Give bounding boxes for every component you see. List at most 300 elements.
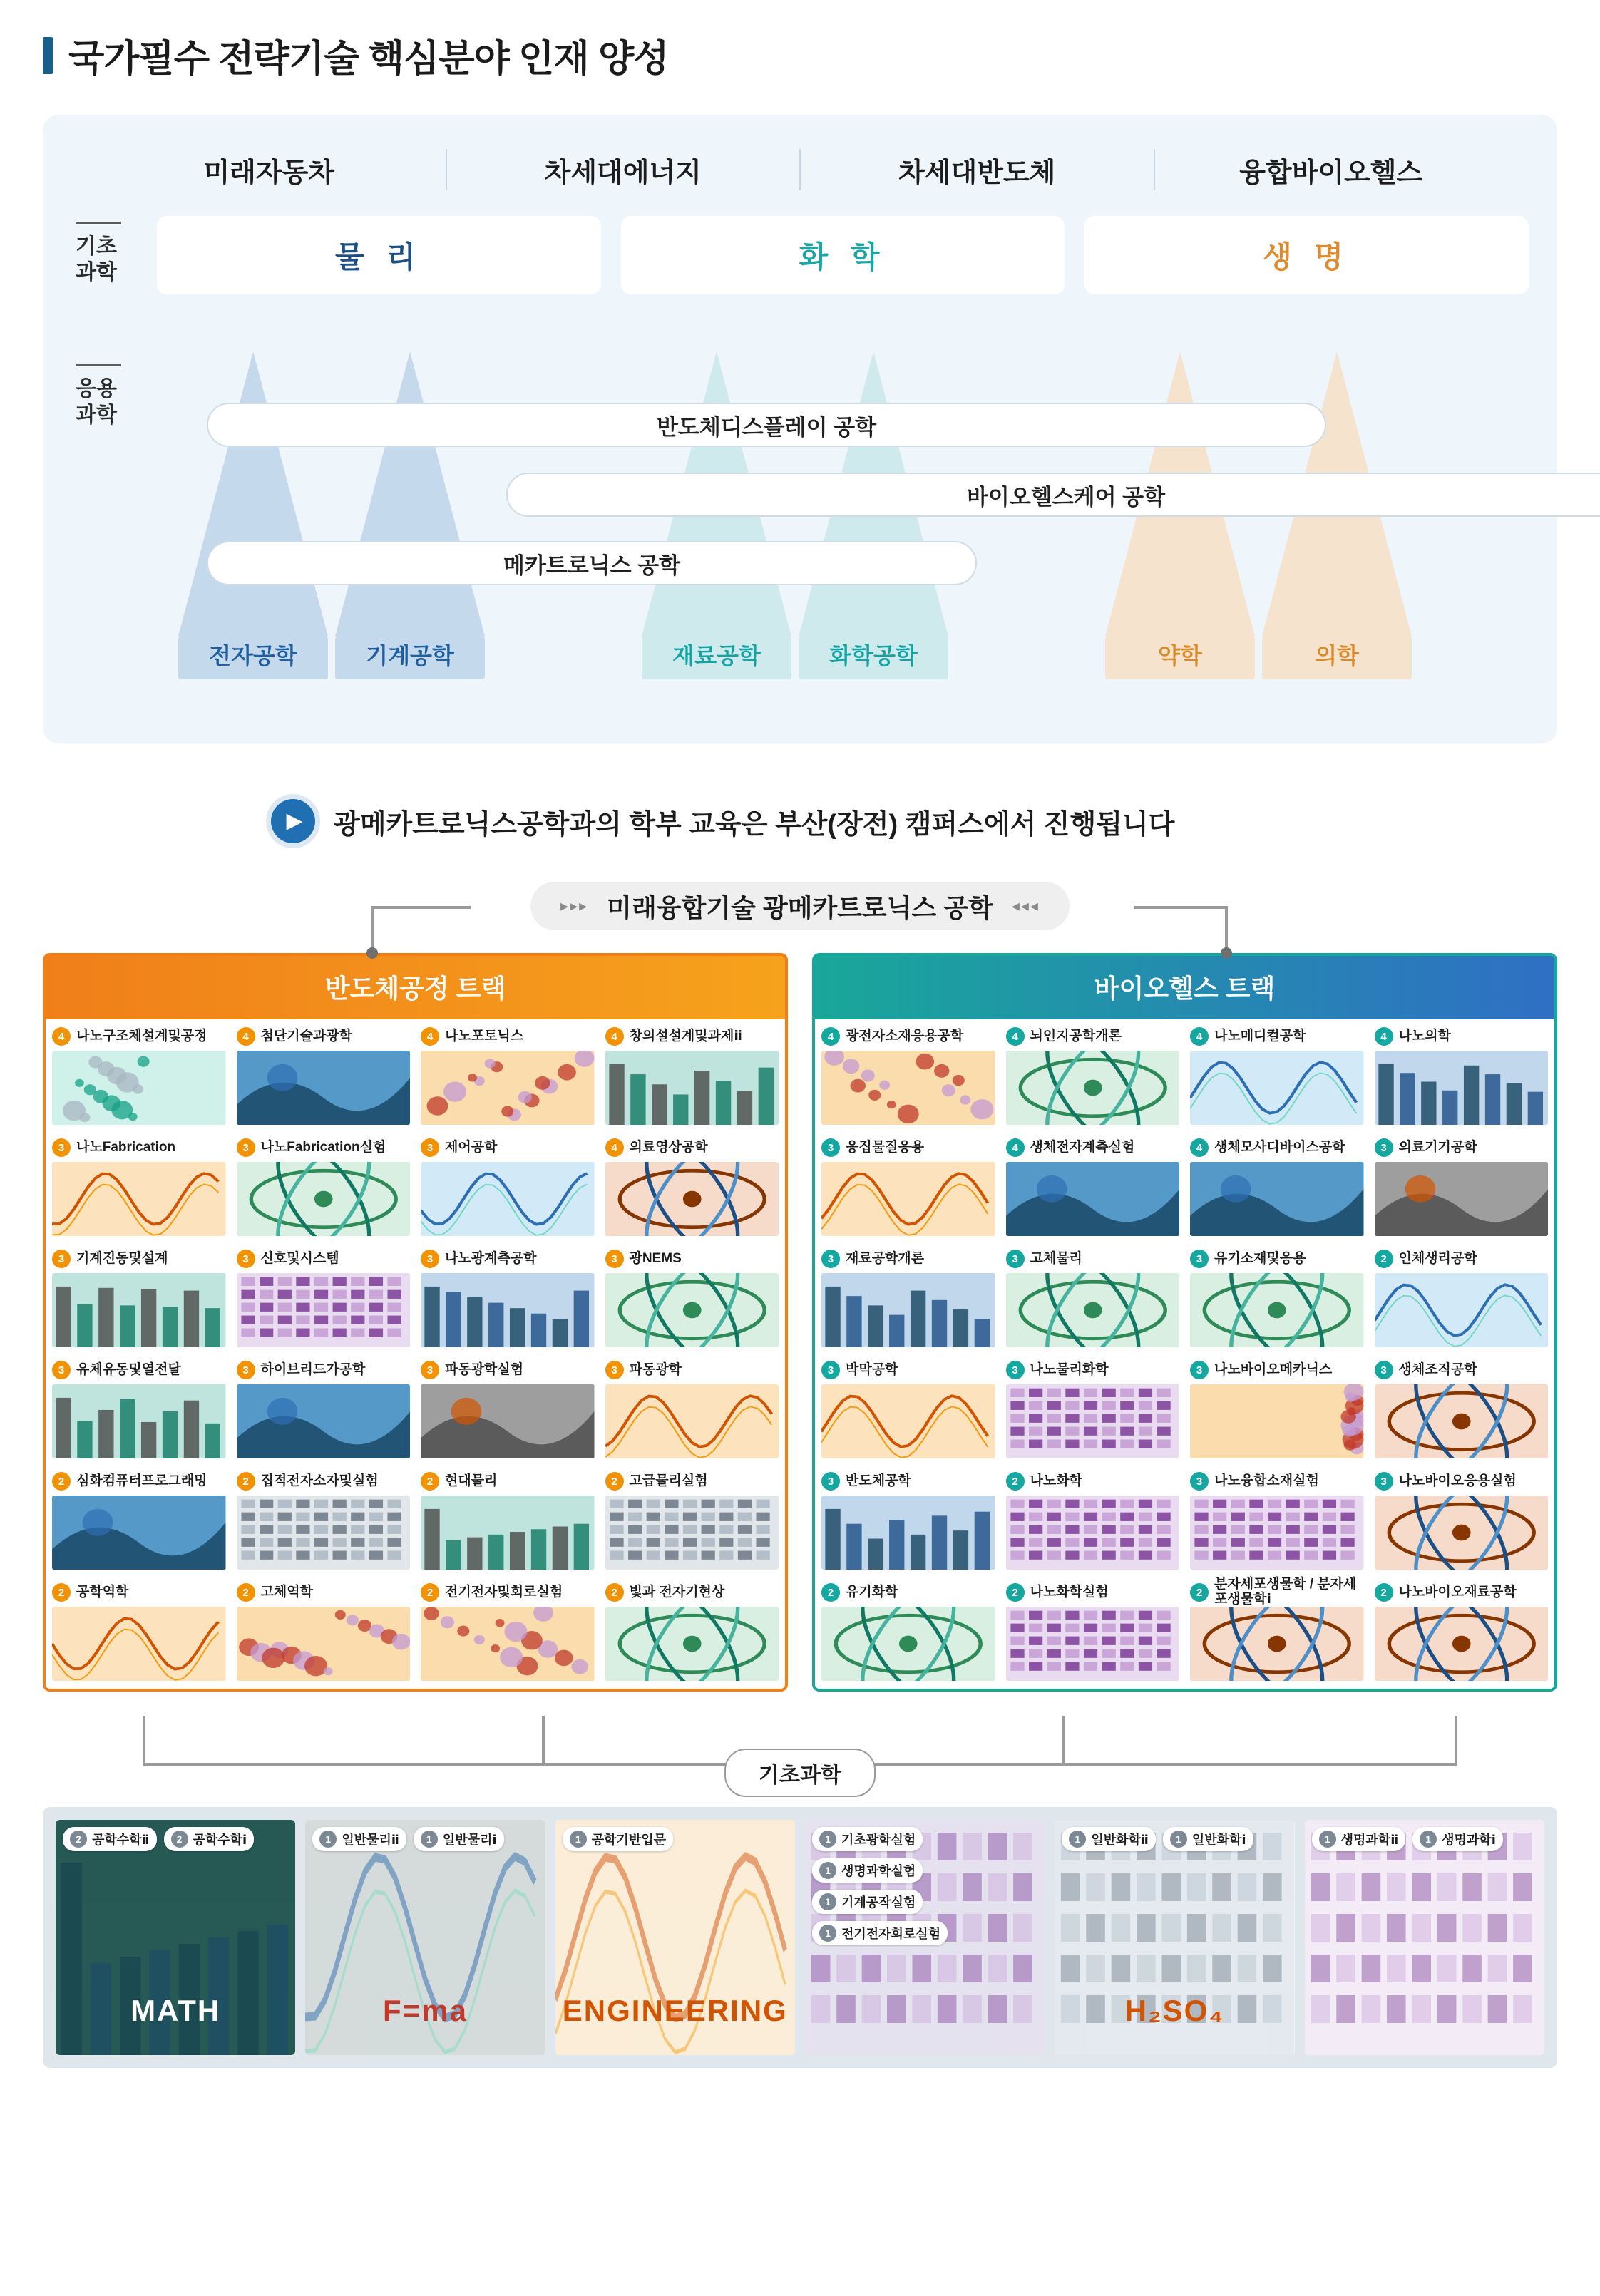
course-tag-label: 일반화학ⅱ: [1091, 1833, 1149, 1847]
course-cell[interactable]: [416, 1244, 599, 1353]
course-cell[interactable]: [601, 1355, 784, 1464]
course-name: 유체유동및열전달: [76, 1361, 181, 1377]
course-name: 현대물리: [445, 1473, 498, 1488]
course-header: [237, 1248, 411, 1270]
course-header: [605, 1582, 779, 1603]
course-credit-badge: 4: [605, 1138, 624, 1157]
course-thumbnail: [1006, 1051, 1180, 1125]
title-accent-bar: [43, 37, 53, 74]
course-tag: [812, 1858, 923, 1883]
course-thumbnail: [52, 1162, 226, 1236]
course-header: [237, 1026, 411, 1047]
connector-right-vertical: [1225, 906, 1228, 953]
major-label-electronics: 전자공학: [209, 643, 297, 669]
course-name: 생체전자계측실험: [1030, 1139, 1135, 1155]
course-header: [1190, 1137, 1364, 1158]
field-item: 융합바이오헬스: [1239, 158, 1423, 188]
card-artwork: [1305, 1820, 1544, 2055]
course-credit-badge: 3: [605, 1250, 624, 1268]
course-credit-badge: 2: [821, 1583, 840, 1602]
connector-left-dot: [366, 947, 378, 959]
row-labels: [71, 216, 157, 708]
course-header: [1190, 1577, 1364, 1607]
course-cell[interactable]: [817, 1466, 1000, 1575]
course-thumbnail: [52, 1384, 226, 1458]
course-name: 반도체공학: [846, 1473, 911, 1488]
course-credit-badge: 3: [52, 1138, 71, 1157]
course-cell[interactable]: [48, 1021, 230, 1131]
course-credit-badge: 3: [237, 1250, 255, 1268]
course-credit-badge: 1: [421, 1831, 438, 1848]
course-header: [421, 1026, 595, 1047]
course-credit-badge: 4: [1006, 1138, 1025, 1157]
connector-left-horizontal: [371, 906, 471, 909]
bs-connector-4: [1455, 1716, 1457, 1763]
columns-area: [157, 216, 1529, 708]
course-credit-badge: 2: [1375, 1250, 1393, 1268]
row-label-applied: [76, 364, 121, 428]
course-name: 고체역학: [260, 1584, 313, 1600]
course-header: [1006, 1137, 1180, 1158]
course-header: [237, 1582, 411, 1603]
course-cell[interactable]: [601, 1466, 784, 1575]
course-header: [1190, 1248, 1364, 1270]
major-label-chemical: 화학공학: [829, 643, 918, 669]
triangle-mechanical: [335, 351, 485, 637]
course-credit-badge: 1: [319, 1831, 337, 1848]
course-credit-badge: 2: [70, 1831, 87, 1848]
course-cell[interactable]: [232, 1355, 415, 1464]
course-cell[interactable]: [1002, 1355, 1184, 1464]
course-cell[interactable]: [1370, 1466, 1553, 1575]
row-label-applied-line1: 응용: [76, 377, 117, 401]
course-cell[interactable]: [817, 1577, 1000, 1687]
course-credit-badge: 3: [821, 1472, 840, 1491]
course-thumbnail: [821, 1162, 995, 1236]
course-cell[interactable]: [416, 1466, 599, 1575]
course-cell[interactable]: [817, 1021, 1000, 1131]
course-name: 나노Fabrication: [76, 1139, 176, 1155]
course-header: [1375, 1359, 1549, 1381]
basic-science-connector-area: [0, 1716, 1600, 1801]
course-header: [1375, 1137, 1549, 1158]
track-banner: [530, 882, 1070, 930]
course-thumbnail: [605, 1384, 779, 1458]
course-credit-badge: 4: [1006, 1027, 1025, 1046]
course-thumbnail: [237, 1384, 411, 1458]
lab-card[interactable]: [805, 1820, 1045, 2055]
course-header: [1190, 1471, 1364, 1492]
course-tag-label: 공학기반입문: [591, 1833, 666, 1847]
triangle-electronics: [178, 351, 328, 637]
course-name: 창의설설계및과제ⅱ: [629, 1028, 742, 1044]
course-credit-badge: 3: [605, 1361, 624, 1379]
fields-row: [71, 143, 1529, 190]
course-credit-badge: 3: [1190, 1472, 1209, 1491]
course-credit-badge: 4: [237, 1027, 255, 1046]
course-tag-label: 전기전자회로실험: [841, 1927, 941, 1941]
course-credit-badge: 4: [52, 1027, 71, 1046]
course-credit-badge: 2: [1006, 1472, 1025, 1491]
course-credit-badge: 3: [1006, 1250, 1025, 1268]
course-cell[interactable]: [1186, 1577, 1368, 1687]
course-cell[interactable]: [1186, 1244, 1368, 1353]
field-item: 차세대반도체: [898, 158, 1056, 188]
course-cell[interactable]: [416, 1021, 599, 1131]
course-cell[interactable]: [601, 1577, 784, 1687]
course-credit-badge: 3: [52, 1250, 71, 1268]
course-credit-badge: 1: [819, 1831, 836, 1848]
course-credit-badge: 2: [605, 1472, 624, 1491]
course-tag-label: 기초광학실험: [841, 1833, 916, 1847]
course-thumbnail: [1375, 1607, 1549, 1681]
course-credit-badge: 2: [1375, 1583, 1393, 1602]
course-cell[interactable]: [1186, 1133, 1368, 1242]
course-header: [52, 1026, 226, 1047]
basic-science-courses-strip: [43, 1807, 1557, 2068]
course-name: 분자세포생물학 / 분자세포생물학ⅰ: [1214, 1577, 1357, 1607]
course-thumbnail: [421, 1273, 595, 1347]
pill-mechatronics: 메카트로닉스 공학: [207, 541, 977, 585]
course-thumbnail: [821, 1496, 995, 1570]
course-credit-badge: 3: [1190, 1250, 1209, 1268]
pill-biohealthcare: 바이오헬스케어 공학: [506, 473, 1600, 517]
course-cell[interactable]: [817, 1355, 1000, 1464]
course-name: 재료공학개론: [846, 1250, 925, 1266]
course-thumbnail: [237, 1607, 411, 1681]
strategic-fields-panel: [43, 115, 1557, 743]
course-thumbnail: [821, 1051, 995, 1125]
course-thumbnail: [1006, 1273, 1180, 1347]
course-cell[interactable]: [48, 1466, 230, 1575]
course-header: [237, 1359, 411, 1381]
course-header: [821, 1137, 995, 1158]
course-cell[interactable]: [48, 1133, 230, 1242]
course-tag: [312, 1827, 406, 1851]
course-credit-badge: 2: [421, 1472, 439, 1491]
row-label-basic: [76, 222, 121, 286]
course-header: [1006, 1248, 1180, 1270]
course-cell[interactable]: [1186, 1466, 1368, 1575]
course-header: [52, 1582, 226, 1603]
course-cell[interactable]: [232, 1244, 415, 1353]
course-tag-label: 생명과학실험: [841, 1864, 916, 1878]
course-header: [421, 1471, 595, 1492]
course-credit-badge: 3: [237, 1138, 255, 1157]
course-thumbnail: [1375, 1273, 1549, 1347]
title-text: 국가필수 전략기술 핵심분야 인재 양성: [68, 38, 669, 80]
course-cell[interactable]: [601, 1244, 784, 1353]
course-credit-badge: 4: [821, 1027, 840, 1046]
course-cell[interactable]: [601, 1133, 784, 1242]
course-name: 나노물리화학: [1030, 1361, 1109, 1377]
physics-card[interactable]: [305, 1820, 545, 2055]
course-thumbnail: [605, 1273, 779, 1347]
course-name: 나노의학: [1398, 1028, 1451, 1044]
course-cell[interactable]: [1186, 1355, 1368, 1464]
course-name: 유기화학: [846, 1584, 898, 1600]
course-name: 하이브리드가공학: [260, 1361, 366, 1377]
course-thumbnail: [421, 1384, 595, 1458]
bs-connector-3: [1062, 1716, 1065, 1763]
course-credit-badge: 2: [52, 1583, 71, 1602]
course-header: [605, 1471, 779, 1492]
course-credit-badge: 4: [421, 1027, 439, 1046]
course-header: [52, 1248, 226, 1270]
course-thumbnail: [237, 1162, 411, 1236]
card-caption: ENGINEERING: [562, 1994, 788, 2027]
course-tag: [563, 1827, 673, 1851]
bs-connector-1: [143, 1716, 145, 1763]
row-label-basic-line1: 기초: [76, 235, 117, 258]
course-header: [421, 1359, 595, 1381]
course-credit-badge: 2: [237, 1472, 255, 1491]
course-tag: [812, 1890, 923, 1914]
course-tag-label: 일반물리ⅱ: [342, 1833, 399, 1847]
course-header: [421, 1137, 595, 1158]
card-tags: [1062, 1827, 1287, 1851]
course-credit-badge: 2: [605, 1583, 624, 1602]
course-name: 나노포토닉스: [445, 1028, 524, 1044]
life-science-card[interactable]: [1305, 1820, 1544, 2055]
basic-science-chemistry: 화 학: [621, 216, 1065, 294]
course-credit-badge: 3: [237, 1361, 255, 1379]
connector-right-dot: [1221, 947, 1232, 959]
course-cell[interactable]: [1002, 1466, 1184, 1575]
course-credit-badge: 3: [1375, 1361, 1393, 1379]
course-cell[interactable]: [1370, 1577, 1553, 1687]
course-cell[interactable]: [232, 1466, 415, 1575]
course-credit-badge: 2: [421, 1583, 439, 1602]
course-thumbnail: [52, 1496, 226, 1570]
course-cell[interactable]: [232, 1021, 415, 1131]
course-name: 파동광학실험: [445, 1361, 524, 1377]
course-name: 나노광계측공학: [445, 1250, 537, 1266]
basic-science-row: [157, 216, 1529, 294]
card-tags: [312, 1827, 538, 1851]
course-tag-label: 공학수학ⅱ: [92, 1833, 150, 1847]
course-header: [1190, 1359, 1364, 1381]
course-name: 빛과 전자기현상: [629, 1584, 725, 1600]
course-thumbnail: [1006, 1607, 1180, 1681]
course-header: [1006, 1359, 1180, 1381]
course-thumbnail: [1190, 1051, 1364, 1125]
course-header: [1375, 1582, 1549, 1603]
course-name: 나노화학실험: [1030, 1584, 1109, 1600]
engineering-intro-card[interactable]: [555, 1820, 795, 2055]
course-name: 나노구조체설계및공정: [76, 1028, 207, 1044]
course-name: 기계진동및설계: [76, 1250, 168, 1266]
course-name: 응집물질응용: [846, 1139, 925, 1155]
course-credit-badge: 1: [1420, 1831, 1437, 1848]
course-thumbnail: [52, 1607, 226, 1681]
course-cell[interactable]: [1370, 1244, 1553, 1353]
course-tag: [812, 1827, 923, 1851]
course-header: [821, 1359, 995, 1381]
course-thumbnail: [1190, 1607, 1364, 1681]
chemistry-card[interactable]: [1055, 1820, 1294, 2055]
course-name: 나노메디컬공학: [1214, 1028, 1306, 1044]
course-name: 인체생리공학: [1398, 1250, 1477, 1266]
basic-science-biology: 생 명: [1084, 216, 1529, 294]
course-thumbnail: [52, 1273, 226, 1347]
course-name: 나노바이오응용실험: [1398, 1473, 1517, 1488]
course-cell[interactable]: [1370, 1355, 1553, 1464]
course-cell[interactable]: [232, 1577, 415, 1687]
course-thumbnail: [1006, 1162, 1180, 1236]
course-header: [1375, 1471, 1549, 1492]
course-name: 생체조직공학: [1398, 1361, 1477, 1377]
course-grid-biohealth: [815, 1019, 1554, 1689]
card-tags: [1312, 1827, 1537, 1851]
course-cell[interactable]: [1186, 1021, 1368, 1131]
course-header: [1375, 1026, 1549, 1047]
course-tag: [164, 1827, 255, 1851]
course-name: 광NEMS: [629, 1250, 682, 1266]
card-tags: [812, 1827, 1037, 1945]
course-name: 첨단기술과광학: [260, 1028, 352, 1044]
course-name: 심화컴퓨터프로그래밍: [76, 1473, 207, 1488]
course-cell[interactable]: [416, 1577, 599, 1687]
course-thumbnail: [1375, 1496, 1549, 1570]
course-thumbnail: [1190, 1384, 1364, 1458]
course-name: 유기소재및응용: [1214, 1250, 1306, 1266]
track-title-biohealth: 바이오헬스 트랙: [1094, 974, 1276, 1003]
major-label-mechanical: 기계공학: [366, 643, 454, 669]
course-thumbnail: [605, 1607, 779, 1681]
course-cell[interactable]: [48, 1355, 230, 1464]
course-credit-badge: 2: [1190, 1583, 1209, 1602]
course-tag: [1412, 1827, 1503, 1851]
track-title-semiconductor: 반도체공정 트랙: [324, 974, 506, 1003]
course-header: [1006, 1582, 1180, 1603]
course-name: 나노바이오재료공학: [1398, 1584, 1517, 1600]
field-item: 차세대에너지: [544, 158, 702, 188]
course-credit-badge: 2: [52, 1472, 71, 1491]
course-credit-badge: 2: [171, 1831, 188, 1848]
course-tag-label: 일반물리ⅰ: [442, 1833, 497, 1847]
pill-semiconductor-display: 반도체디스플레이 공학: [207, 403, 1326, 447]
course-header: [821, 1248, 995, 1270]
course-name: 전기전자및회로실험: [445, 1584, 563, 1600]
course-cell[interactable]: [1002, 1021, 1184, 1131]
course-credit-badge: 3: [421, 1250, 439, 1268]
course-credit-badge: 3: [1375, 1138, 1393, 1157]
card-caption: H₂SO₄: [1124, 1994, 1225, 2027]
course-thumbnail: [421, 1607, 595, 1681]
course-thumbnail: [1190, 1273, 1364, 1347]
course-thumbnail: [1375, 1162, 1549, 1236]
course-header: [421, 1248, 595, 1270]
course-name: 공학역학: [76, 1584, 129, 1600]
science-grid: [71, 216, 1529, 708]
track-banner-area: [0, 875, 1600, 953]
course-thumbnail: [1006, 1384, 1180, 1458]
course-credit-badge: 4: [1190, 1027, 1209, 1046]
course-header: [237, 1137, 411, 1158]
course-credit-badge: 4: [1190, 1138, 1209, 1157]
course-credit-badge: 1: [819, 1925, 836, 1942]
course-credit-badge: 4: [605, 1027, 624, 1046]
course-cell[interactable]: [48, 1577, 230, 1687]
course-credit-badge: 1: [1069, 1831, 1086, 1848]
course-cell[interactable]: [1002, 1244, 1184, 1353]
course-credit-badge: 1: [570, 1831, 587, 1848]
course-header: [1006, 1026, 1180, 1047]
course-grid-semiconductor: [46, 1019, 785, 1689]
course-thumbnail: [605, 1051, 779, 1125]
course-thumbnail: [1006, 1496, 1180, 1570]
row-label-basic-line2: 과학: [76, 260, 117, 284]
course-cell[interactable]: [1002, 1577, 1184, 1687]
course-thumbnail: [1190, 1496, 1364, 1570]
course-credit-badge: 2: [237, 1583, 255, 1602]
course-name: 나노융합소재실험: [1214, 1473, 1319, 1488]
card-tags: [563, 1827, 788, 1851]
course-name: 제어공학: [445, 1139, 498, 1155]
campus-note: [271, 799, 1600, 843]
campus-note-text: 광메카트로닉스공학과의 학부 교육은 부산(장전) 캠퍼스에서 진행됩니다: [334, 809, 1175, 840]
course-cell[interactable]: [416, 1355, 599, 1464]
course-header: [52, 1359, 226, 1381]
course-cell[interactable]: [817, 1244, 1000, 1353]
course-credit-badge: 3: [821, 1361, 840, 1379]
course-cell[interactable]: [416, 1133, 599, 1242]
course-thumbnail: [52, 1051, 226, 1125]
bs-connector-2: [542, 1716, 545, 1763]
course-cell[interactable]: [1002, 1133, 1184, 1242]
course-name: 박막공학: [846, 1361, 898, 1377]
course-tag-label: 기계공작실험: [841, 1895, 916, 1910]
card-caption: MATH: [130, 1994, 221, 2027]
course-name: 나노Fabrication실험: [260, 1139, 386, 1155]
course-thumbnail: [605, 1162, 779, 1236]
track-semiconductor: [43, 953, 788, 1692]
course-thumbnail: [237, 1273, 411, 1347]
course-thumbnail: [237, 1496, 411, 1570]
course-cell[interactable]: [48, 1244, 230, 1353]
course-tag: [63, 1827, 157, 1851]
course-tag-label: 생명과학ⅰ: [1442, 1833, 1496, 1847]
course-thumbnail: [1375, 1384, 1549, 1458]
course-cell[interactable]: [601, 1021, 784, 1131]
page-title: [0, 0, 1600, 82]
course-credit-badge: 2: [1006, 1583, 1025, 1602]
course-thumbnail: [821, 1607, 995, 1681]
course-header: [52, 1471, 226, 1492]
course-header: [605, 1137, 779, 1158]
course-credit-badge: 1: [1319, 1831, 1336, 1848]
course-name: 집적전자소자및실험: [260, 1473, 379, 1488]
course-header: [421, 1582, 595, 1603]
basic-science-physics: 물 리: [157, 216, 601, 294]
course-tag: [414, 1827, 504, 1851]
course-name: 나노바이오메카닉스: [1214, 1361, 1333, 1377]
course-name: 의료영상공학: [629, 1139, 708, 1155]
course-header: [52, 1137, 226, 1158]
banner-left-arrows: ▸▸▸: [560, 897, 589, 915]
course-cell[interactable]: [232, 1133, 415, 1242]
course-header: [821, 1026, 995, 1047]
course-credit-badge: 3: [1190, 1361, 1209, 1379]
course-header: [821, 1582, 995, 1603]
course-cell[interactable]: [1370, 1133, 1553, 1242]
course-cell[interactable]: [1370, 1021, 1553, 1131]
course-name: 광전자소재응용공학: [846, 1028, 964, 1044]
math-card[interactable]: [56, 1820, 295, 2055]
course-cell[interactable]: [817, 1133, 1000, 1242]
course-thumbnail: [237, 1051, 411, 1125]
